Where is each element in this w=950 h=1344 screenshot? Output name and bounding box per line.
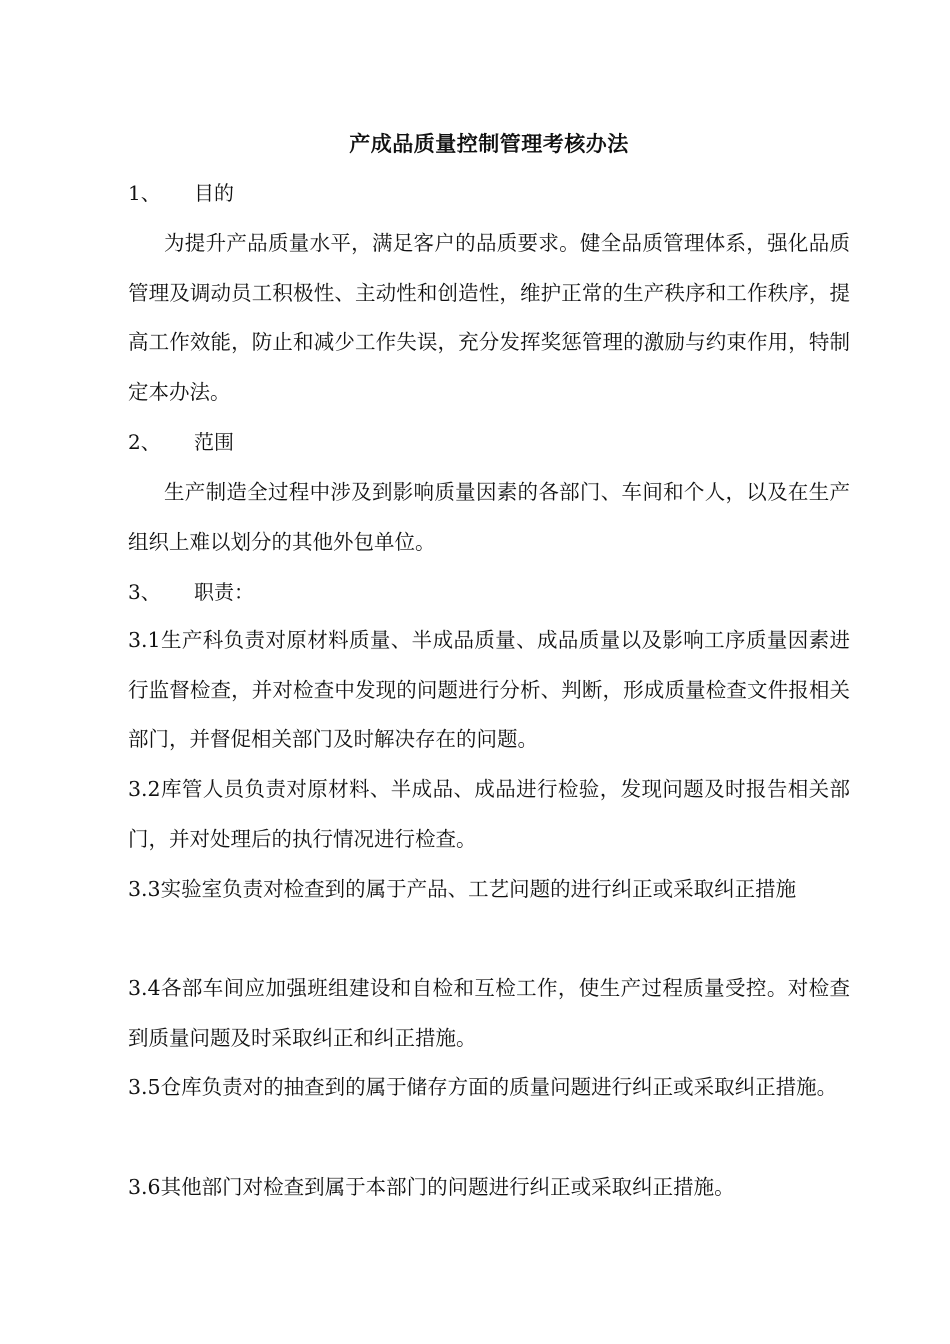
document-title: 产成品质量控制管理考核办法 — [349, 131, 629, 156]
responsibility-item-3-5: 3.5仓库负责对的抽查到的属于储存方面的质量问题进行纠正或采取纠正措施。 — [128, 1075, 838, 1099]
section-number: 3、 — [128, 580, 161, 604]
responsibility-item-3-2: 3.2库管人员负责对原材料、半成品、成品进行检验，发现问题及时报告相关部门，并对处理后的执行情况进行检查。 — [128, 777, 850, 851]
section-title: 目的 — [194, 181, 234, 205]
purpose-paragraph: 为提升产品质量水平，满足客户的品质要求。健全品质管理体系，强化品质管理及调动员工积极性、主动性和创造性，维护正常的生产秩序和工作秩序，提高工作效能，防止和减少工作失误，充分发挥奖惩管理的激励与约束作用，特制定本办法。 — [128, 231, 850, 404]
responsibility-item-3-1: 3.1生产科负责对原材料质量、半成品质量、成品质量以及影响工序质量因素进行监督检查，并对检查中发现的问题进行分析、判断，形成质量检查文件报相关部门，并督促相关部门及时解决存在的问题。 — [128, 628, 850, 751]
section-heading-purpose — [128, 176, 234, 210]
section-title: 范围 — [194, 430, 234, 454]
section-heading-responsibilities — [128, 575, 254, 609]
responsibility-item-3-3: 3.3实验室负责对检查到的属于产品、工艺问题的进行纠正或采取纠正措施 — [128, 877, 797, 901]
section-title: 职责： — [194, 580, 254, 604]
responsibility-item-3-4: 3.4各部车间应加强班组建设和自检和互检工作，使生产过程质量受控。对检查到质量问题及时采取纠正和纠正措施。 — [128, 976, 850, 1050]
scope-paragraph: 生产制造全过程中涉及到影响质量因素的各部门、车间和个人，以及在生产组织上难以划分的其他外包单位。 — [128, 480, 850, 554]
section-number: 1、 — [128, 181, 161, 205]
section-number: 2、 — [128, 430, 161, 454]
responsibility-item-3-6: 3.6其他部门对检查到属于本部门的问题进行纠正或采取纠正措施。 — [128, 1175, 735, 1199]
section-heading-scope — [128, 425, 234, 459]
